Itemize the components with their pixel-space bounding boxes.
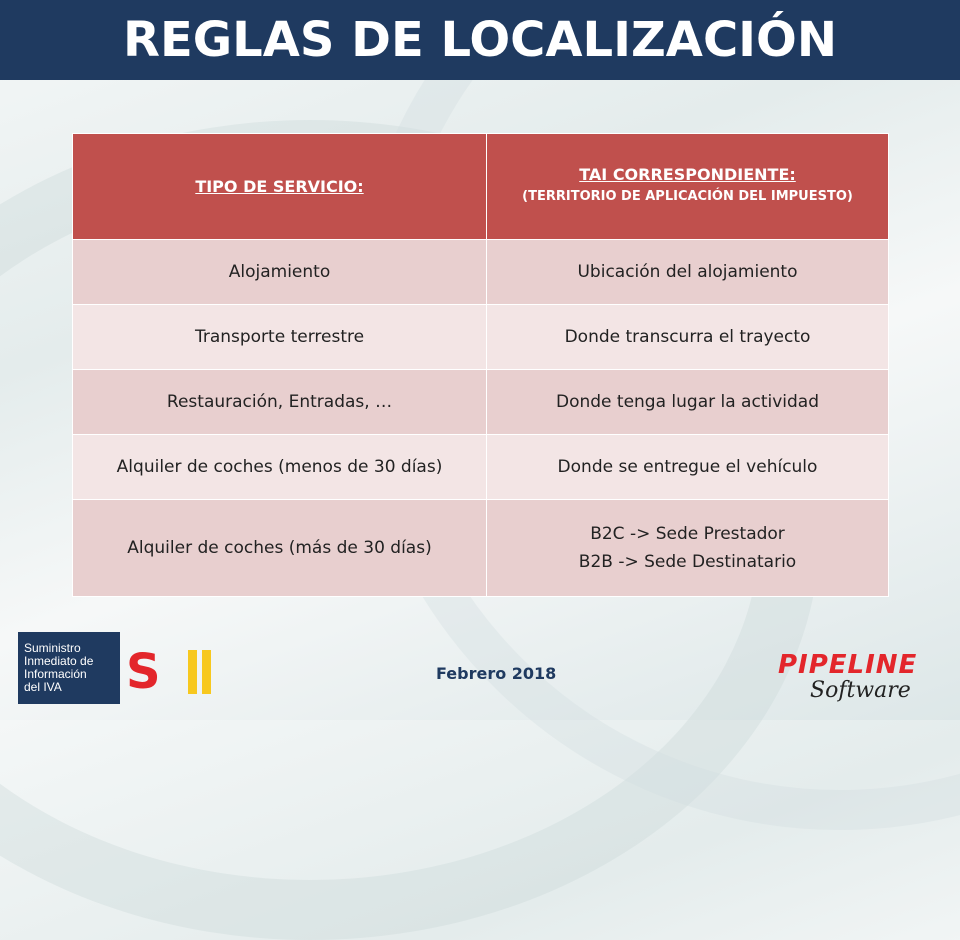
sii-logo: S — [126, 644, 159, 700]
service-cell: Transporte terrestre — [73, 305, 487, 370]
table-row — [73, 370, 889, 435]
table-row — [73, 500, 889, 597]
header-service-type-label: TIPO DE SERVICIO: — [195, 176, 364, 196]
title-bar — [0, 0, 960, 80]
logo-bar — [202, 650, 211, 694]
sii-text-line: Información — [24, 667, 87, 681]
service-cell: Restauración, Entradas, … — [73, 370, 487, 435]
territory-cell: Donde transcurra el trayecto — [487, 305, 889, 370]
territory-line: B2C -> Sede Prestador — [590, 524, 785, 544]
table-row — [73, 435, 889, 500]
localization-rules-table — [72, 133, 889, 597]
sii-description-box — [18, 632, 120, 704]
sii-logo-bars — [184, 650, 214, 694]
footer-date: Febrero 2018 — [436, 664, 557, 683]
header-territory-sublabel: (TERRITORIO DE APLICACIÓN DEL IMPUESTO) — [522, 188, 853, 204]
table-row — [73, 240, 889, 305]
pipeline-logo: PIPELINE — [778, 650, 918, 680]
territory-cell: Donde tenga lugar la actividad — [487, 370, 889, 435]
software-logo: Software — [810, 678, 911, 703]
logo-bar — [188, 650, 197, 694]
sii-text-line: Inmediato de — [24, 654, 94, 668]
service-cell: Alquiler de coches (más de 30 días) — [73, 500, 487, 597]
service-cell: Alquiler de coches (menos de 30 días) — [73, 435, 487, 500]
table-row — [73, 305, 889, 370]
territory-cell: Ubicación del alojamiento — [487, 240, 889, 305]
header-territory-label: TAI CORRESPONDIENTE: — [579, 164, 796, 184]
territory-cell: Donde se entregue el vehículo — [487, 435, 889, 500]
header-service-type — [73, 134, 487, 240]
table-header-row — [73, 134, 889, 240]
slide-title: REGLAS DE LOCALIZACIÓN — [122, 12, 838, 68]
header-territory — [487, 134, 889, 240]
service-cell: Alojamiento — [73, 240, 487, 305]
sii-text-line: del IVA — [24, 680, 62, 694]
territory-cell — [487, 500, 889, 597]
territory-line: B2B -> Sede Destinatario — [578, 552, 797, 572]
sii-text-line: Suministro — [24, 641, 81, 655]
